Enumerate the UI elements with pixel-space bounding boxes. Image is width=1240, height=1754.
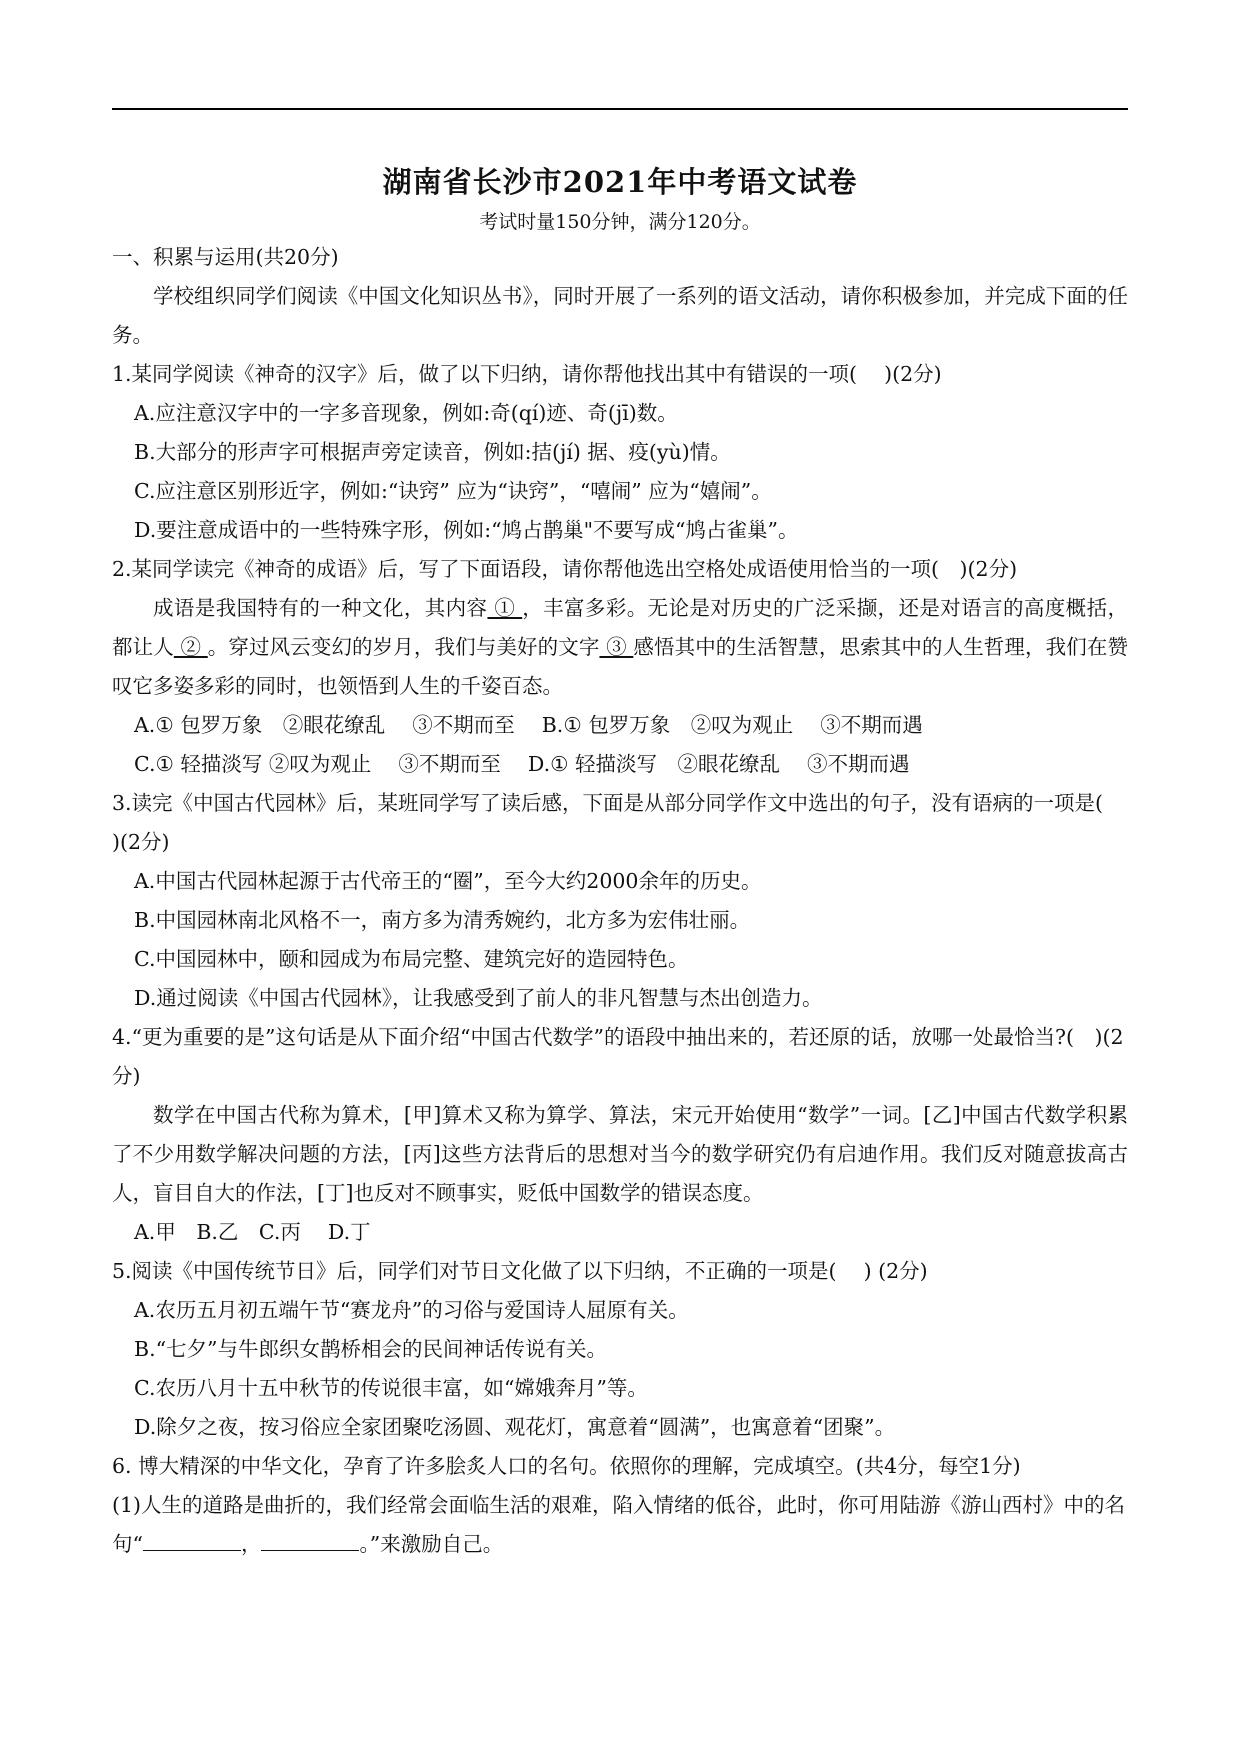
- question-1-option-b: B.大部分的形声字可根据声旁定读音，例如:拮(jí) 据、疫(yù)情。: [134, 440, 731, 464]
- question-2-stem: 2.某同学读完《神奇的成语》后，写了下面语段，请你帮他选出空格处成语使用恰当的一项( )(2分): [112, 557, 1018, 581]
- answer-blank-2[interactable]: [261, 1530, 359, 1551]
- blank-3: ③: [599, 635, 634, 659]
- passage-text: ，丰富多彩。无论是对历史的广泛采撷，还是对语言的高度概括，都让人: [112, 596, 1128, 659]
- question-3-stem: 3.读完《中国古代园林》后，某班同学写了读后感，下面是从部分同学作文中选出的句子，没有语病的一项是( )(2分): [112, 791, 1131, 854]
- sub-question-text: 。”来激励自己。: [359, 1532, 504, 1556]
- passage-text: 。穿过风云变幻的岁月，我们与美好的文字: [207, 635, 600, 659]
- question-3-option-c: C.中国园林中，颐和园成为布局完整、建筑完好的造园特色。: [134, 947, 689, 971]
- question-5-stem: 5.阅读《中国传统节日》后，同学们对节日文化做了以下归纳，不正确的一项是( ) (2分): [112, 1259, 928, 1283]
- question-6-stem: 6. 博大精深的中华文化，孕育了许多脍炙人口的名句。依照你的理解，完成填空。(共4分，每空1分): [112, 1454, 1021, 1478]
- question-1-option-a: A.应注意汉字中的一字多音现象，例如:奇(qí)迹、奇(jī)数。: [134, 401, 678, 425]
- page-subtitle: 考试时量150分钟，满分120分。: [479, 211, 761, 233]
- blank-2: ②: [173, 635, 208, 659]
- question-2-options-row-2: C.① 轻描淡写 ②叹为观止 ③不期而至 D.① 轻描淡写 ②眼花缭乱 ③不期而遇: [134, 752, 910, 776]
- page-title: 湖南省长沙市2021年中考语文试卷: [382, 165, 858, 199]
- question-3-option-a: A.中国古代园林起源于古代帝王的“圈”，至今大约2000余年的历史。: [134, 869, 762, 893]
- blank-1: ①: [487, 596, 523, 620]
- question-6-sub-1: [112, 1486, 1128, 1564]
- question-2-passage: [112, 589, 1128, 706]
- question-2-options-row-1: A.① 包罗万象 ②眼花缭乱 ③不期而至 B.① 包罗万象 ②叹为观止 ③不期而遇: [134, 713, 923, 737]
- question-4-passage: 数学在中国古代称为算术，[甲]算术又称为算学、算法，宋元开始使用“数学”一词。[乙]中国古代数学积累了不少用数学解决问题的方法，[丙]这些方法背后的思想对当今的数学研究仍有启迪作用。我们反对随意拔高古人，盲目自大的作法，[丁]也反对不顾事实，贬低中国数学的错误态度。: [112, 1103, 1128, 1205]
- question-4-stem: 4.“更为重要的是”这句话是从下面介绍“中国古代数学”的语段中抽出来的，若还原的话，放哪一处最恰当?( )(2分): [112, 1025, 1124, 1088]
- question-1-option-d: D.要注意成语中的一些特殊字形，例如:“鸠占鹊巢"不要写成“鸠占雀巢”。: [134, 518, 799, 542]
- section-intro: 学校组织同学们阅读《中国文化知识丛书》，同时开展了一系列的语文活动，请你积极参加，并完成下面的任务。: [112, 284, 1128, 347]
- question-1-option-c: C.应注意区别形近字，例如:“诀窍” 应为“诀窍”，“嘻闹” 应为“嬉闹”。: [134, 479, 772, 503]
- passage-text: 成语是我国特有的一种文化，其内容: [153, 596, 488, 620]
- question-5-option-b: B.“七夕”与牛郎织女鹊桥相会的民间神话传说有关。: [134, 1337, 608, 1361]
- question-1-stem: 1.某同学阅读《神奇的汉字》后，做了以下归纳，请你帮他找出其中有错误的一项( )(2分): [112, 362, 942, 386]
- question-3-option-b: B.中国园林南北风格不一，南方多为清秀婉约，北方多为宏伟壮丽。: [134, 908, 751, 932]
- header-rule: [112, 108, 1128, 110]
- question-4-options: A.甲 B.乙 C.丙 D.丁: [134, 1220, 371, 1244]
- exam-content: [112, 238, 1131, 1564]
- question-5-option-a: A.农历五月初五端午节“赛龙舟”的习俗与爱国诗人屈原有关。: [134, 1298, 689, 1322]
- question-3-option-d: D.通过阅读《中国古代园林》，让我感受到了前人的非凡智慧与杰出创造力。: [134, 986, 823, 1010]
- section-heading: 一、积累与运用(共20分): [112, 245, 339, 269]
- separator-text: ，: [240, 1532, 262, 1556]
- sub-question-text: (1)人生的道路是曲折的，我们经常会面临生活的艰难，陷入情绪的低谷，此时，你可用陆游《游山西村》中的名句“: [112, 1493, 1126, 1556]
- passage-text: 感悟其中的生活智慧，思索其中的人生哲理，我们在赞叹它多姿多彩的同时，也领悟到人生的千姿百态。: [112, 635, 1129, 698]
- question-5-option-d: D.除夕之夜，按习俗应全家团聚吃汤圆、观花灯，寓意着“圆满”，也寓意着“团聚”。: [134, 1415, 896, 1439]
- answer-blank-1[interactable]: [143, 1530, 241, 1551]
- question-5-option-c: C.农历八月十五中秋节的传说很丰富，如“嫦娥奔月”等。: [134, 1376, 648, 1400]
